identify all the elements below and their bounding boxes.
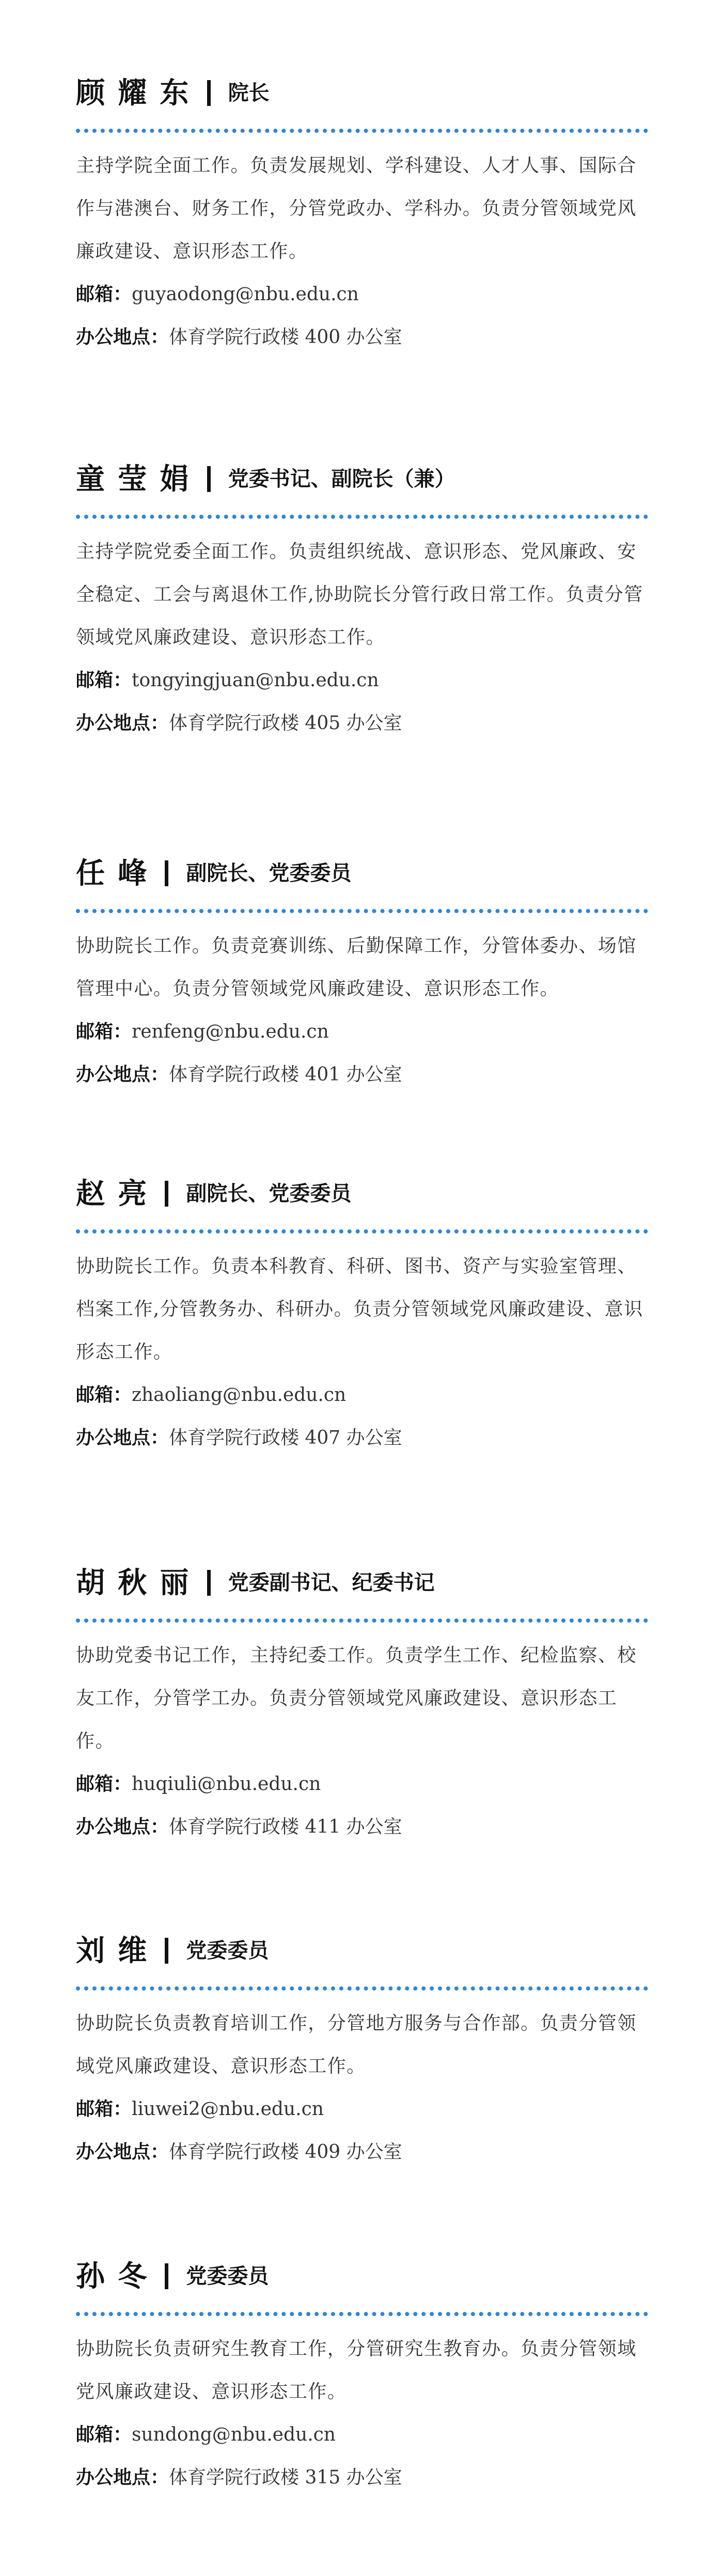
dotted-divider (76, 129, 648, 133)
person-card (76, 456, 648, 745)
office-location: 体育学院行政楼 407 办公室 (169, 1427, 402, 1448)
email-label: 邮箱： (76, 2098, 132, 2120)
dotted-divider (76, 515, 648, 519)
office-location: 体育学院行政楼 315 办公室 (169, 2467, 402, 2488)
email-link[interactable]: huqiuli@nbu.edu.cn (132, 1773, 321, 1795)
email-link[interactable]: renfeng@nbu.edu.cn (132, 1021, 329, 1042)
person-description: 主持学院全面工作。负责发展规划、学科建设、人才人事、国际合作与港澳台、财务工作，分管党政办、学科办。负责分管领域党风廉政建设、意识形态工作。 (76, 155, 637, 262)
dotted-divider (76, 1618, 648, 1623)
divider-bar (165, 1938, 168, 1964)
person-description: 协助院长工作。负责本科教育、科研、图书、资产与实验室管理、档案工作,分管教务办、科研办。负责分管领域党风廉政建设、意识形态工作。 (76, 1256, 643, 1363)
person-card (76, 1927, 648, 2173)
email-label: 邮箱： (76, 1773, 132, 1795)
dotted-divider (76, 1986, 648, 1991)
person-title: 院长 (228, 81, 270, 105)
person-name: 孙冬 (76, 2259, 160, 2293)
person-title: 党委副书记、纪委书记 (228, 1570, 435, 1595)
email-link[interactable]: tongyingjuan@nbu.edu.cn (132, 670, 379, 691)
divider-bar (165, 860, 168, 886)
divider-bar (207, 1570, 211, 1596)
office-label: 办公地点： (76, 1063, 169, 1085)
email-label: 邮箱： (76, 669, 132, 691)
divider-bar (207, 80, 211, 106)
office-label: 办公地点： (76, 2141, 169, 2163)
email-row (76, 2413, 648, 2456)
email-row (76, 273, 648, 316)
email-label: 邮箱： (76, 2424, 132, 2445)
email-row (76, 659, 648, 702)
office-location: 体育学院行政楼 411 办公室 (169, 1816, 402, 1838)
person-name: 赵亮 (76, 1177, 160, 1211)
email-label: 邮箱： (76, 1021, 132, 1042)
person-title: 副院长、党委委员 (186, 861, 352, 885)
office-row (76, 1053, 648, 1096)
person-header (76, 2253, 648, 2300)
email-label: 邮箱： (76, 283, 132, 305)
person-name: 童莹娟 (76, 462, 202, 496)
email-row (76, 2088, 648, 2131)
person-header (76, 1170, 648, 1217)
email-link[interactable]: zhaoliang@nbu.edu.cn (132, 1384, 347, 1406)
office-location: 体育学院行政楼 401 办公室 (169, 1064, 402, 1085)
person-card (76, 70, 648, 359)
email-link[interactable]: liuwei2@nbu.edu.cn (132, 2099, 324, 2120)
office-label: 办公地点： (76, 1427, 169, 1448)
email-label: 邮箱： (76, 1384, 132, 1406)
email-row (76, 1010, 648, 1053)
email-link[interactable]: guyaodong@nbu.edu.cn (132, 284, 359, 305)
office-label: 办公地点： (76, 326, 169, 348)
email-link[interactable]: sundong@nbu.edu.cn (132, 2424, 336, 2445)
email-row (76, 1763, 648, 1806)
person-title: 副院长、党委委员 (186, 1181, 352, 1206)
person-description: 协助院长负责教育培训工作，分管地方服务与合作部。负责分管领域党风廉政建设、意识形态工作。 (76, 2013, 637, 2077)
person-description: 主持学院党委全面工作。负责组织统战、意识形态、党风廉政、安全稳定、工会与离退休工作,协助院长分管行政日常工作。负责分管领域党风廉政建设、意识形态工作。 (76, 541, 643, 648)
person-name: 刘维 (76, 1934, 160, 1968)
person-name: 顾耀东 (76, 76, 202, 110)
person-header (76, 850, 648, 897)
office-location: 体育学院行政楼 409 办公室 (169, 2141, 402, 2163)
dotted-divider (76, 909, 648, 913)
office-row (76, 316, 648, 359)
person-header (76, 456, 648, 502)
person-card (76, 2253, 648, 2499)
person-card (76, 1170, 648, 1459)
person-title: 党委委员 (186, 1938, 269, 1963)
person-description: 协助院长负责研究生教育工作，分管研究生教育办。负责分管领域党风廉政建设、意识形态工作。 (76, 2338, 637, 2402)
office-row (76, 1416, 648, 1459)
office-row (76, 2456, 648, 2499)
person-title: 党委书记、副院长（兼） (228, 467, 455, 491)
person-card (76, 850, 648, 1096)
person-header (76, 1927, 648, 1974)
email-row (76, 1374, 648, 1416)
person-card (76, 1560, 648, 1848)
office-row (76, 702, 648, 745)
office-location: 体育学院行政楼 405 办公室 (169, 713, 402, 734)
office-row (76, 1806, 648, 1848)
office-label: 办公地点： (76, 712, 169, 734)
person-title: 党委委员 (186, 2264, 269, 2288)
person-header (76, 1560, 648, 1606)
office-label: 办公地点： (76, 2466, 169, 2488)
person-description: 协助院长工作。负责竞赛训练、后勤保障工作，分管体委办、场馆管理中心。负责分管领域党风廉政建设、意识形态工作。 (76, 935, 637, 999)
divider-bar (165, 2263, 168, 2289)
office-label: 办公地点： (76, 1816, 169, 1838)
dotted-divider (76, 1229, 648, 1233)
divider-bar (165, 1181, 168, 1207)
divider-bar (207, 466, 211, 492)
person-name: 任峰 (76, 856, 160, 890)
dotted-divider (76, 2312, 648, 2316)
office-location: 体育学院行政楼 400 办公室 (169, 327, 402, 348)
person-header (76, 70, 648, 116)
office-row (76, 2131, 648, 2173)
person-description: 协助党委书记工作，主持纪委工作。负责学生工作、纪检监察、校友工作，分管学工办。负责分管领域党风廉政建设、意识形态工作。 (76, 1645, 637, 1752)
person-name: 胡秋丽 (76, 1566, 202, 1600)
